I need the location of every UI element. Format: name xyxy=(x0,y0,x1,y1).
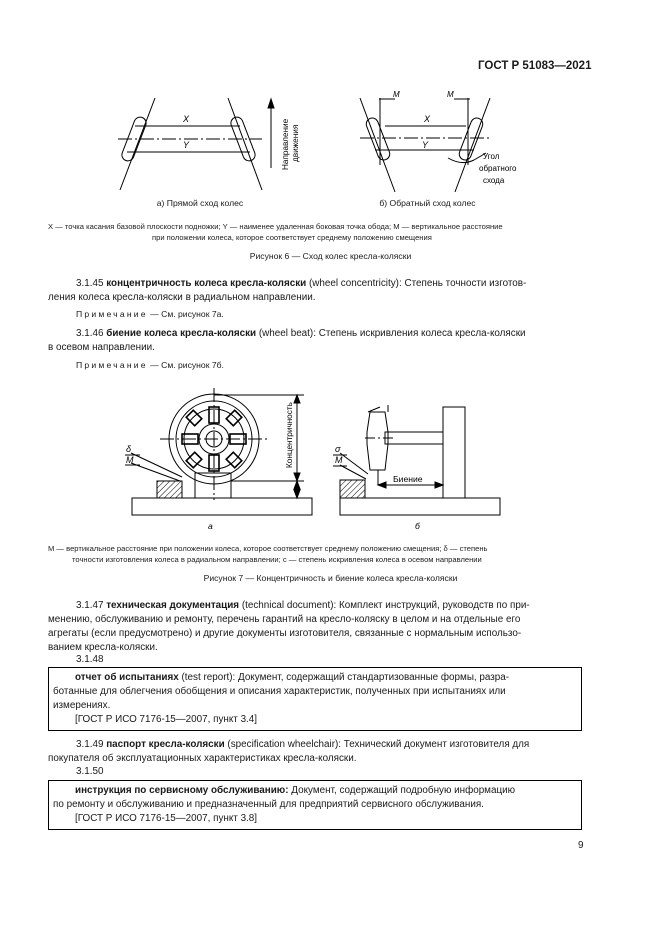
s3147-num: 3.1.47 xyxy=(76,600,104,611)
section-3-1-50-box xyxy=(48,780,582,830)
fig6b-left-wheel xyxy=(365,116,392,161)
fig6a-x-label: X xyxy=(183,114,190,124)
s3147-term: техническая документация xyxy=(106,600,240,611)
fig6-caption-b: б) Обратный сход колес xyxy=(379,198,476,208)
s3149-num: 3.1.49 xyxy=(76,739,104,750)
section-3-1-46 xyxy=(48,327,584,355)
section-3-1-45 xyxy=(48,277,584,305)
fig6b-m-right: M xyxy=(447,90,454,99)
fig7-sub-b: б xyxy=(415,521,420,531)
s3150-term: инструкция по сервисному обслуживанию: xyxy=(75,785,289,796)
fig7-legend xyxy=(48,544,588,565)
fig6b-y-label: Y xyxy=(422,140,429,150)
fig6-title: Рисунок 6 — Сход колес кресла-коляски xyxy=(249,251,412,261)
fig7a-block xyxy=(157,481,182,498)
s3150-rest: Документ, содержащий подробную информацию xyxy=(288,785,516,796)
s3150-ref: [ГОСТ Р ИСО 7176-15—2007, пункт 3.8] xyxy=(75,813,258,824)
direction-arrowhead xyxy=(268,99,274,108)
s3145-num: 3.1.45 xyxy=(76,278,104,289)
s3145-term: концентричность колеса кресла-коляски xyxy=(106,278,307,289)
s3145-rest: (wheel concentricity): Степень точности изготов- xyxy=(306,278,527,289)
note1-text: — См. рисунок 7а. xyxy=(147,309,224,319)
fig7b-beat-label: Биение xyxy=(393,474,423,484)
fig7-legend-line2: точности изготовления колеса в радиальном направлении; с — степень искривления колеса в осевом направлении xyxy=(72,554,482,564)
direction-label-1: Направление xyxy=(281,118,290,170)
note-1 xyxy=(76,309,224,319)
note2-label: Примечание xyxy=(76,360,148,370)
fig7b-m: M xyxy=(335,455,343,465)
s3146-num: 3.1.46 xyxy=(76,328,104,339)
fig7b-axle xyxy=(385,432,443,444)
page-number: 9 xyxy=(578,840,584,851)
angle-label-3: схода xyxy=(483,176,505,185)
figure-7-diagram xyxy=(0,385,661,535)
figure-6-diagram xyxy=(0,85,661,215)
fig7a-delta: δ xyxy=(126,444,132,454)
fig6-legend-line2: при положении колеса, которое соответствует среднему положению смещения xyxy=(152,232,432,242)
s3148-ref: [ГОСТ Р ИСО 7176-15—2007, пункт 3.4] xyxy=(75,714,258,725)
fig6-legend xyxy=(48,222,588,243)
s3147-line2: менению, обслуживанию и ремонту, перечень гарантий на кресло-коляску в целом и на отдельные его xyxy=(48,614,521,625)
s3147-rest: (technical document): Комплект инструкций, руководств по при- xyxy=(239,600,530,611)
angle-label-2: обратного xyxy=(479,164,517,173)
s3148-line2: ботанные для облегчения обобщения и описания характеристик, полученных при испытаниях или xyxy=(53,686,506,697)
s3146-rest: (wheel beat): Степень искривления колеса кресла-коляски xyxy=(256,328,526,339)
fig7b-sigma-leader xyxy=(340,453,368,474)
note2-text: — См. рисунок 7б. xyxy=(147,360,224,370)
fig6b-m-left: M xyxy=(393,90,400,99)
fig6a-y-label: Y xyxy=(183,140,190,150)
fig7b-tilt-top xyxy=(368,407,380,412)
fig6a-right-line xyxy=(228,98,262,190)
s3149-rest: (specification wheelchair): Технический документ изготовителя для xyxy=(224,739,530,750)
angle-label-1: Угол xyxy=(483,152,500,161)
fig7b-m-leader xyxy=(340,465,366,479)
fig6-caption-a: а) Прямой сход колес xyxy=(156,198,244,208)
s3148-line3: измерениях. xyxy=(53,700,111,711)
fig7b-upright xyxy=(443,407,465,498)
fig6b-left-line xyxy=(360,98,395,192)
s3149-line2: покупателя об эксплуатационных характеристиках кресла-коляски. xyxy=(48,753,357,764)
s3148-rest: (test report): Документ, содержащий стандартизованные формы, разра- xyxy=(178,672,510,683)
direction-label-2: движения xyxy=(291,124,300,162)
fig7b-block xyxy=(340,480,365,498)
section-3-1-49 xyxy=(48,738,584,766)
s3150-num: 3.1.50 xyxy=(76,766,104,777)
fig6-legend-line1: X — точка касания базовой плоскости подножки; Y — наименее удаленная боковая точка обода; M — вертикальное расстояние xyxy=(48,222,503,231)
s3146-term: биение колеса кресла-коляски xyxy=(106,328,257,339)
s3148-term: отчет об испытаниях xyxy=(75,672,179,683)
s3150-line2: по ремонту и обслуживанию и предназначенный для предприятий сервисного обслуживания. xyxy=(53,799,484,810)
fig7a-arrow-top xyxy=(294,395,300,403)
fig7a-base xyxy=(132,498,312,515)
s3147-line3: агрегаты (если предусмотрено) и другие документы изготовителя, связанные с нормальным использо- xyxy=(48,628,522,639)
fig7a-m-leader xyxy=(131,463,180,481)
note-2 xyxy=(76,360,224,370)
section-3-1-48-box xyxy=(48,667,582,731)
fig6b-x-label: X xyxy=(424,114,431,124)
fig7a-m: M xyxy=(126,455,134,465)
fig7a-arrow-bottom xyxy=(294,490,300,498)
section-3-1-47 xyxy=(48,599,584,655)
fig7a-arrow-mid2 xyxy=(294,481,300,489)
s3145-line2: ления колеса кресла-коляски в радиальном направлении. xyxy=(48,292,316,303)
s3146-line2: в осевом направлении. xyxy=(48,342,155,353)
s3147-line4: ванием кресла-коляски. xyxy=(48,642,158,653)
fig7a-concentricity-label: Концентричность xyxy=(285,402,294,468)
fig7b-sigma: σ xyxy=(335,444,341,454)
s3148-num: 3.1.48 xyxy=(76,654,104,665)
s3149-term: паспорт кресла-коляски xyxy=(106,739,225,750)
fig7-sub-a: а xyxy=(208,521,213,531)
note1-label: Примечание xyxy=(76,309,148,319)
fig7b-arrow-right xyxy=(435,482,443,488)
document-id: ГОСТ Р 51083—2021 xyxy=(478,60,592,72)
fig7-legend-line1: M — вертикальное расстояние при положении колеса, которое соответствует среднему положению смещения; δ — степень xyxy=(48,544,488,553)
fig7-title: Рисунок 7 — Концентричность и биение колеса кресла-коляски xyxy=(203,573,458,583)
fig7b-base xyxy=(340,498,500,515)
fig7b-arrow-left xyxy=(378,482,386,488)
